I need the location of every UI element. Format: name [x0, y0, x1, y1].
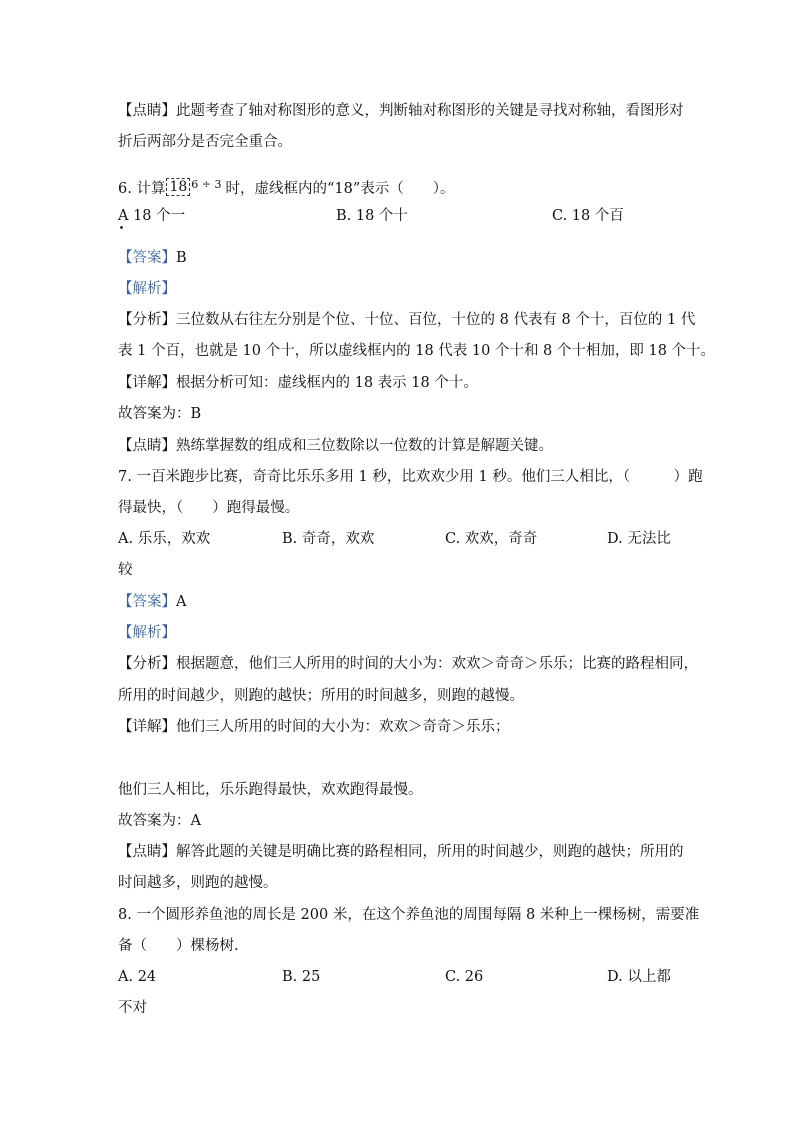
q7-fenxi-line2: 所用的时间越少，则跑的越快；所用的时间越多，则跑的越慢。: [118, 688, 524, 704]
q7-option-a: A. 乐乐，欢欢: [118, 531, 211, 547]
question-6-stem: 6. 计算 18 $^{6 \div 3}$ 时，虚线框内的“18”表示（ ）。: [118, 178, 455, 197]
q8-option-b: B. 25: [282, 969, 321, 985]
q7-option-c: C. 欢欢，奇奇: [445, 531, 538, 547]
q6-analysis-tag: 【解析】: [118, 281, 176, 297]
q6-answer: 【答案】B: [118, 250, 187, 266]
q6-option-a: A 18 个一: [118, 208, 186, 224]
q8-option-d: D. 以上都: [607, 969, 671, 985]
q7-final: 故答案为：A: [118, 813, 201, 829]
q6-dianjing: 【点睛】熟练掌握数的组成和三位数除以一位数的计算是解题关键。: [118, 438, 553, 454]
q6-fenxi-line2: 表 1 个百，也就是 10 个十，所以虚线框内的 18 代表 10 个十和 8 个十相加，即 18 个十。: [118, 343, 716, 359]
question-7-stem-line1: 7. 一百米跑步比赛，奇奇比乐乐多用 1 秒，比欢欢少用 1 秒。他们三人相比，（ ）跑: [118, 469, 703, 485]
q8-option-d-wrap: 不对: [118, 1000, 147, 1016]
q7-answer: 【答案】A: [118, 594, 187, 610]
q6-option-c: C. 18 个百: [552, 208, 624, 224]
note-previous-line1: 【点睛】此题考查了轴对称图形的意义，判断轴对称图形的关键是寻找对称轴，看图形对: [118, 103, 684, 119]
q7-dianjing-line1: 【点睛】解答此题的关键是明确比赛的路程相同，所用的时间越少，则跑的越快；所用的: [118, 844, 684, 860]
question-8-stem-line2: 备（ ）棵杨树.: [118, 938, 239, 954]
q6-option-b: B. 18 个十: [336, 208, 408, 224]
dashed-box-18: 18: [166, 178, 190, 196]
q6-xiangjie: 【详解】根据分析可知：虚线框内的 18 表示 18 个十。: [118, 375, 478, 391]
q7-conclusion: 他们三人相比，乐乐跑得最快，欢欢跑得最慢。: [118, 782, 423, 798]
q8-option-c: C. 26: [445, 969, 484, 985]
q7-option-d: D. 无法比: [607, 531, 671, 547]
note-previous-line2: 折后两部分是否完全重合。: [118, 134, 292, 150]
question-7-stem-line2: 得最快，（ ）跑得最慢。: [118, 500, 300, 516]
q7-option-d-wrap: 较: [118, 562, 133, 578]
dot-mark: [120, 226, 123, 229]
q7-analysis-tag: 【解析】: [118, 625, 176, 641]
q8-option-a: A. 24: [118, 969, 157, 985]
q6-fenxi-line1: 【分析】三位数从右往左分别是个位、十位、百位，十位的 8 代表有 8 个十，百位的 1 代: [118, 312, 696, 328]
q7-dianjing-line2: 时间越多，则跑的越慢。: [118, 875, 278, 891]
q7-fenxi-line1: 【分析】根据题意，他们三人所用的时间的大小为：欢欢＞奇奇＞乐乐；比赛的路程相同，: [118, 656, 698, 672]
q6-final: 故答案为：B: [118, 406, 202, 422]
question-8-stem-line1: 8. 一个圆形养鱼池的周长是 200 米，在这个养鱼池的周围每隔 8 米种上一棵杨树，需要准: [118, 907, 700, 923]
q7-option-b: B. 奇奇，欢欢: [282, 531, 375, 547]
q7-xiangjie: 【详解】他们三人所用的时间的大小为：欢欢＞奇奇＞乐乐；: [118, 719, 510, 735]
